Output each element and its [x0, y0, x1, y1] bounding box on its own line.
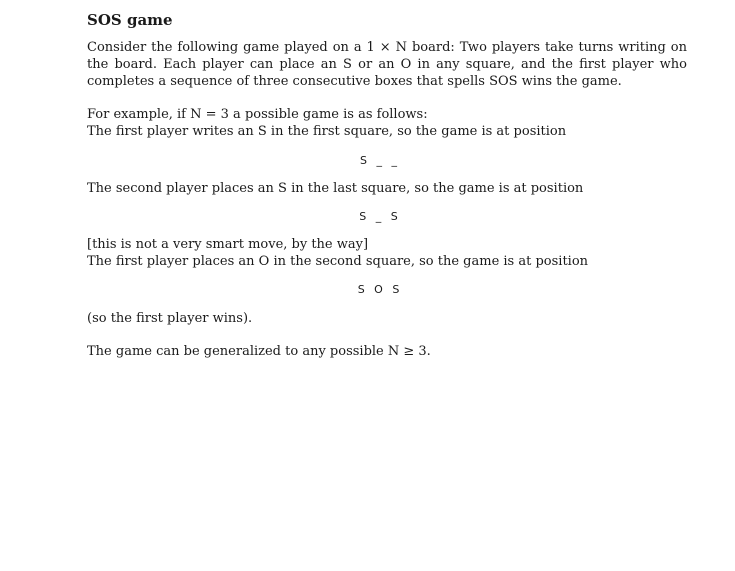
document-title: SOS game	[87, 11, 173, 29]
intro-paragraph: Consider the following game played on a 1 × N board: Two players take turns writing on the board. Each player can place an S or an O in any square, and the first player who completes a sequence of three consecutive boxes that spells SOS wins the game.	[87, 40, 687, 89]
example-step-2: The second player places an S in the last square, so the game is at position	[87, 181, 584, 196]
example-result: (so the first player wins).	[87, 311, 253, 326]
board-position-1: S _ _	[360, 154, 400, 167]
board-position-3: S O S	[357, 283, 403, 296]
example-step-1: The first player writes an S in the first square, so the game is at position	[87, 124, 567, 139]
generalization-note: The game can be generalized to any possible N ≥ 3.	[87, 344, 431, 359]
board-position-2: S _ S	[359, 210, 401, 223]
example-step-3: The first player places an O in the second square, so the game is at position	[87, 254, 589, 269]
example-intro: For example, if N = 3 a possible game is as follows:	[87, 107, 428, 122]
example-aside: [this is not a very smart move, by the way]	[87, 237, 369, 252]
